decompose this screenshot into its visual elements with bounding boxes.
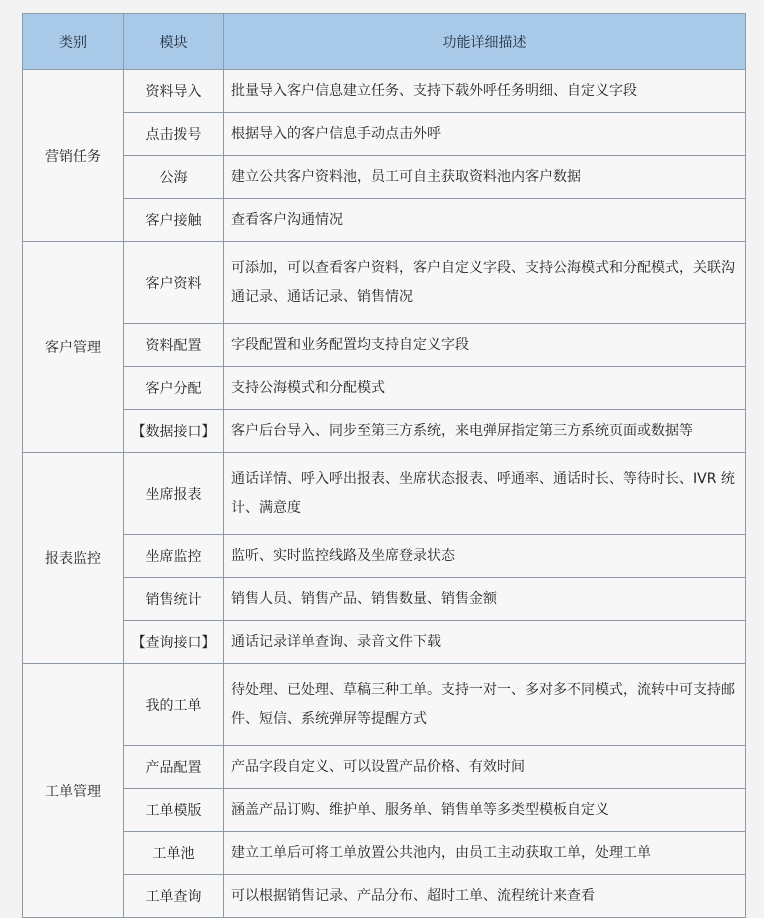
description-cell: 客户后台导入、同步至第三方系统，来电弹屏指定第三方系统页面或数据等 (224, 410, 746, 453)
description-cell: 建立公共客户资料池，员工可自主获取资料池内客户数据 (224, 156, 746, 199)
module-cell: 【查询接口】 (124, 621, 224, 664)
header-category: 类别 (23, 14, 124, 70)
module-cell: 工单查询 (124, 875, 224, 918)
table-row (23, 410, 746, 453)
module-cell: 资料导入 (124, 70, 224, 113)
table-row (23, 621, 746, 664)
description-cell: 待处理、已处理、草稿三种工单。支持一对一、多对多不同模式，流转中可支持邮件、短信、系统弹屏等提醒方式 (224, 664, 746, 746)
module-cell: 坐席报表 (124, 453, 224, 535)
category-cell: 营销任务 (23, 70, 124, 242)
module-cell: 坐席监控 (124, 535, 224, 578)
module-cell: 【数据接口】 (124, 410, 224, 453)
module-cell: 销售统计 (124, 578, 224, 621)
table-row (23, 578, 746, 621)
header-description: 功能详细描述 (224, 14, 746, 70)
description-cell: 通话详情、呼入呼出报表、坐席状态报表、呼通率、通话时长、等待时长、IVR 统计、满意度 (224, 453, 746, 535)
category-cell: 报表监控 (23, 453, 124, 664)
description-cell: 字段配置和业务配置均支持自定义字段 (224, 324, 746, 367)
header-module: 模块 (124, 14, 224, 70)
description-cell: 涵盖产品订购、维护单、服务单、销售单等多类型模板自定义 (224, 789, 746, 832)
table-row (23, 875, 746, 918)
feature-table-container (22, 13, 746, 918)
table-row (23, 664, 746, 746)
description-cell: 可以根据销售记录、产品分布、超时工单、流程统计来查看 (224, 875, 746, 918)
header-row (23, 14, 746, 70)
table-row (23, 242, 746, 324)
module-cell: 客户分配 (124, 367, 224, 410)
table-row (23, 746, 746, 789)
table-row (23, 367, 746, 410)
table-row (23, 113, 746, 156)
module-cell: 工单池 (124, 832, 224, 875)
module-cell: 公海 (124, 156, 224, 199)
description-cell: 支持公海模式和分配模式 (224, 367, 746, 410)
description-cell: 监听、实时监控线路及坐席登录状态 (224, 535, 746, 578)
category-cell: 工单管理 (23, 664, 124, 918)
description-cell: 销售人员、销售产品、销售数量、销售金额 (224, 578, 746, 621)
category-cell: 客户管理 (23, 242, 124, 453)
table-row (23, 832, 746, 875)
module-cell: 我的工单 (124, 664, 224, 746)
module-cell: 工单模版 (124, 789, 224, 832)
module-cell: 产品配置 (124, 746, 224, 789)
table-row (23, 535, 746, 578)
table-row (23, 453, 746, 535)
module-cell: 资料配置 (124, 324, 224, 367)
table-row (23, 324, 746, 367)
description-cell: 根据导入的客户信息手动点击外呼 (224, 113, 746, 156)
description-cell: 批量导入客户信息建立任务、支持下载外呼任务明细、自定义字段 (224, 70, 746, 113)
feature-table (22, 13, 746, 918)
module-cell: 点击拨号 (124, 113, 224, 156)
table-row (23, 156, 746, 199)
description-cell: 产品字段自定义、可以设置产品价格、有效时间 (224, 746, 746, 789)
description-cell: 通话记录详单查询、录音文件下载 (224, 621, 746, 664)
description-cell: 建立工单后可将工单放置公共池内，由员工主动获取工单，处理工单 (224, 832, 746, 875)
module-cell: 客户资料 (124, 242, 224, 324)
table-row (23, 789, 746, 832)
description-cell: 可添加，可以查看客户资料，客户自定义字段、支持公海模式和分配模式，关联沟通记录、通话记录、销售情况 (224, 242, 746, 324)
module-cell: 客户接触 (124, 199, 224, 242)
description-cell: 查看客户沟通情况 (224, 199, 746, 242)
table-row (23, 199, 746, 242)
table-row (23, 70, 746, 113)
